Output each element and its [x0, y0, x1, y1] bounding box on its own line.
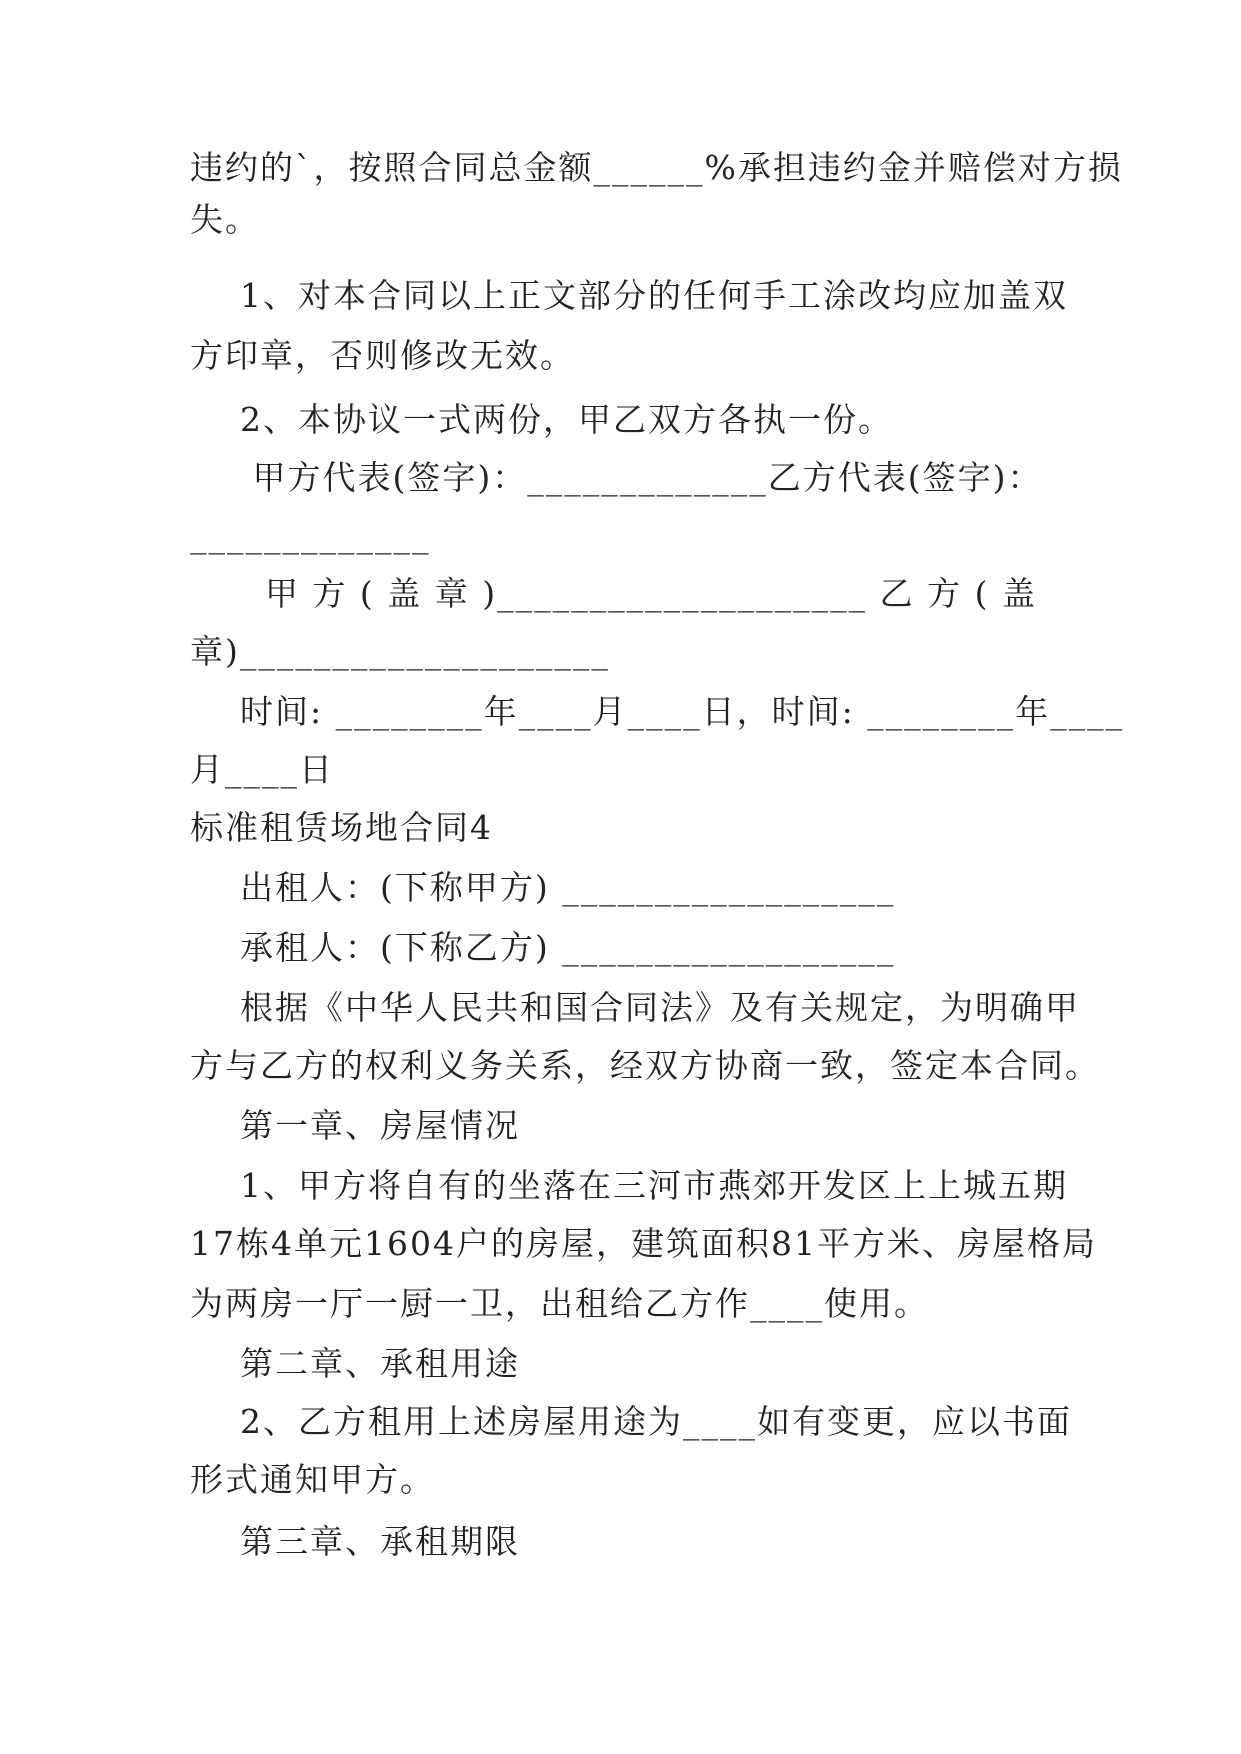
text-line: _____________ [190, 516, 431, 555]
chapter-heading: 第三章、承租期限 [190, 1522, 520, 1561]
text-line: 甲方代表(签字)：_____________乙方代表(签字)： [190, 458, 1043, 497]
text-line: 为两房一厅一厨一卫，出租给乙方作____使用。 [190, 1284, 929, 1323]
text-line: 根据《中华人民共和国合同法》及有关规定，为明确甲 [190, 988, 1080, 1027]
chapter-heading: 第二章、承租用途 [190, 1344, 520, 1383]
text-line: 方与乙方的权利义务关系，经双方协商一致，签定本合同。 [190, 1046, 1100, 1085]
text-line: 1、对本合同以上正文部分的任何手工涂改均应加盖双 [190, 276, 1068, 315]
text-line: 2、乙方租用上述房屋用途为____如有变更，应以书面 [190, 1402, 1072, 1441]
text-line: 17栋4单元1604户的房屋，建筑面积81平方米、房屋格局 [190, 1224, 1097, 1263]
text-line: 时间: ________年____月____日，时间: ________年____ [190, 692, 1125, 731]
text-line: 2、本协议一式两份，甲乙双方各执一份。 [190, 400, 893, 439]
text-line: 方印章，否则修改无效。 [190, 336, 575, 375]
text-line: 失。 [190, 200, 260, 239]
text-line: 形式通知甲方。 [190, 1460, 435, 1499]
text-line: 出租人：(下称甲方) __________________ [190, 868, 896, 907]
text-line: 违约的`，按照合同总金额______%承担违约金并赔偿对方损 [190, 148, 1123, 187]
chapter-heading: 第一章、房屋情况 [190, 1106, 520, 1145]
text-line: 甲 方 ( 盖 章 )____________________ 乙 方 ( 盖 [190, 574, 1037, 613]
text-line: 1、甲方将自有的坐落在三河市燕郊开发区上上城五期 [190, 1166, 1068, 1205]
text-line: 章)____________________ [190, 632, 610, 671]
section-title: 标准租赁场地合同4 [190, 808, 493, 847]
text-line: 承租人：(下称乙方) __________________ [190, 928, 896, 967]
text-line: 月____日 [190, 750, 334, 789]
